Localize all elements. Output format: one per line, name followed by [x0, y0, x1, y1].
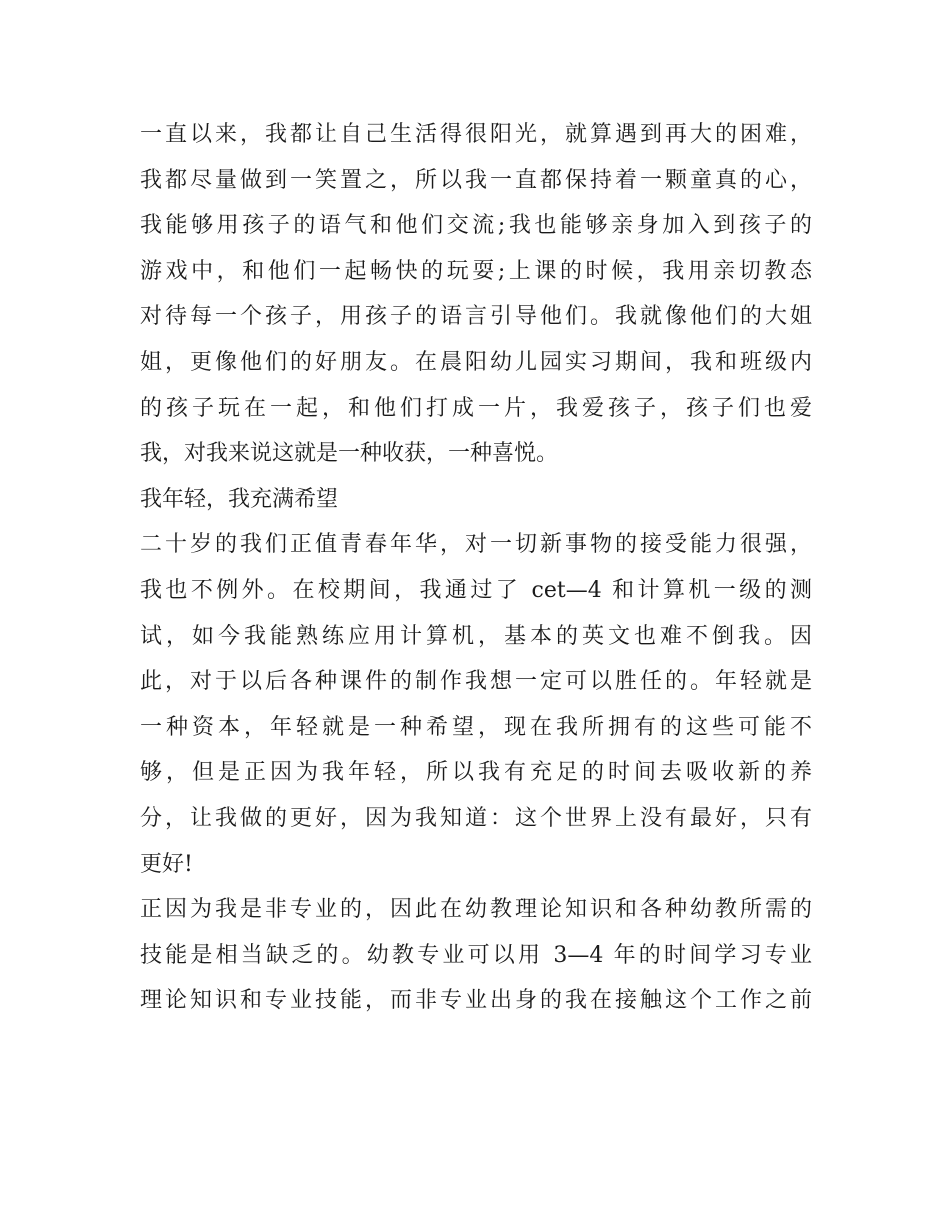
paragraph-1	[140, 112, 812, 477]
text-line: 够，但是正因为我年轻，所以我有充足的时间去吸收新的养	[140, 760, 812, 786]
document-body	[140, 112, 812, 1024]
text-line: 一种资本，年轻就是一种希望，现在我所拥有的这些可能不	[140, 714, 812, 740]
text-line: 二十岁的我们正值青春年华，对一切新事物的接受能力很强，	[140, 532, 812, 558]
heading-text: 我年轻，我充满希望	[140, 486, 339, 512]
text-line: 对待每一个孩子，用孩子的语言引导他们。我就像他们的大姐	[140, 304, 812, 330]
text-line: 游戏中，和他们一起畅快的玩耍;上课的时候，我用亲切教态	[140, 258, 812, 284]
text-line: 我，对我来说这就是一种收获，一种喜悦。	[140, 441, 559, 467]
paragraph-2	[140, 522, 812, 887]
text-line: 姐，更像他们的好朋友。在晨阳幼儿园实习期间，我和班级内	[140, 349, 812, 375]
text-line: 正因为我是非专业的，因此在幼教理论知识和各种幼教所需的	[140, 897, 812, 923]
text-line: 此，对于以后各种课件的制作我想一定可以胜任的。年轻就是	[140, 669, 812, 695]
text-line: 我也不例外。在校期间，我通过了 cet—4 和计算机一级的测	[140, 577, 812, 603]
text-line: 我能够用孩子的语气和他们交流;我也能够亲身加入到孩子的	[140, 213, 812, 239]
text-line: 分，让我做的更好，因为我知道：这个世界上没有最好，只有	[140, 805, 812, 831]
text-line: 理论知识和专业技能，而非专业出身的我在接触这个工作之前	[140, 988, 812, 1014]
text-line: 我都尽量做到一笑置之，所以我一直都保持着一颗童真的心，	[140, 167, 812, 193]
section-heading	[140, 477, 812, 523]
text-line: 的孩子玩在一起，和他们打成一片，我爱孩子，孩子们也爱	[140, 395, 812, 421]
text-line: 技能是相当缺乏的。幼教专业可以用 3—4 年的时间学习专业	[140, 942, 812, 968]
text-line: 更好!	[140, 851, 193, 877]
text-line: 一直以来，我都让自己生活得很阳光，就算遇到再大的困难，	[140, 122, 812, 147]
text-line: 试，如今我能熟练应用计算机，基本的英文也难不倒我。因	[140, 623, 812, 649]
paragraph-3	[140, 887, 812, 1024]
